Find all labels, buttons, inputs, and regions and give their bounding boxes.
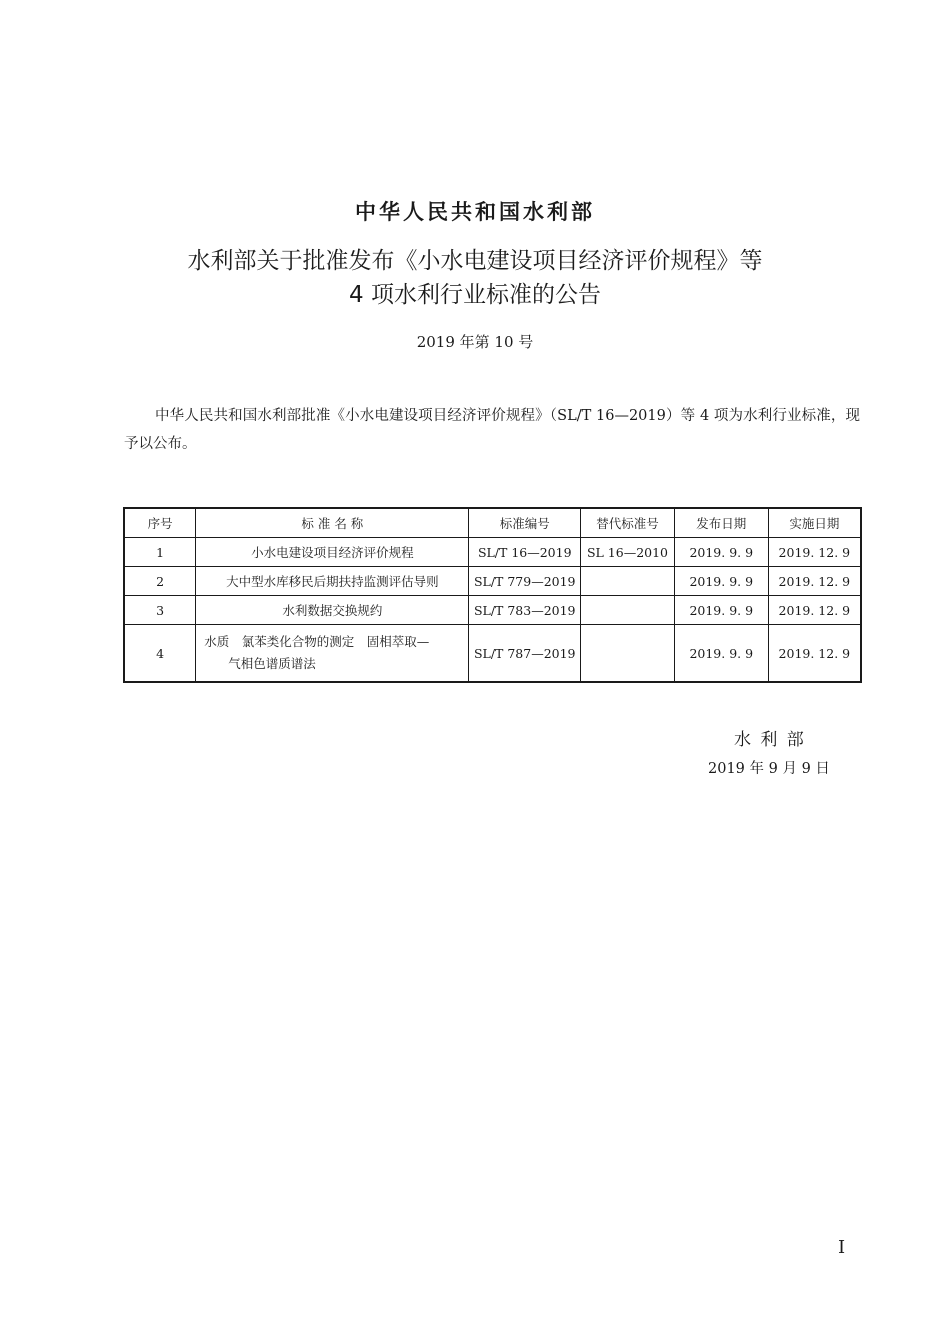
row-effective-date: 2019. 12. 9 [768,538,861,567]
row-replaced-code: SL 16—2010 [581,538,675,567]
row-standard-code: SL/T 783—2019 [469,596,581,625]
announcement-title [0,244,950,312]
row-replaced-code [581,567,675,596]
table-row [124,538,861,567]
row-issue-date: 2019. 9. 9 [674,625,768,683]
row-effective-date: 2019. 12. 9 [768,625,861,683]
signature-date: 2019 年 9 月 9 日 [708,761,830,777]
row-issue-date: 2019. 9. 9 [674,567,768,596]
row-serial: 4 [124,625,196,683]
row-serial: 1 [124,538,196,567]
row-replaced-code [581,625,675,683]
row-standard-name: 小水电建设项目经济评价规程 [196,538,469,567]
title-line-2: 4 项水利行业标准的公告 [349,282,601,308]
header-replaced-code: 替代标准号 [581,508,675,538]
row-standard-name: 水利数据交换规约 [196,596,469,625]
table-header-row [124,508,861,538]
header-serial: 序号 [124,508,196,538]
row-standard-name [196,625,469,683]
row-effective-date: 2019. 12. 9 [768,596,861,625]
announcement-body: 中华人民共和国水利部批准《小水电建设项目经济评价规程》（SL/T 16—2019）等 4 项为水利行业标准，现予以公布。 [124,408,860,452]
row-standard-name-line-2: 气相色谱质谱法 [228,656,316,671]
signature-organization: 水 利 部 [734,730,806,750]
row-issue-date: 2019. 9. 9 [674,596,768,625]
row-standard-code: SL/T 16—2019 [469,538,581,567]
header-standard-name: 标 准 名 称 [196,508,469,538]
row-serial: 2 [124,567,196,596]
row-replaced-code [581,596,675,625]
table-row [124,625,861,683]
row-standard-name-line-1: 水质 氯苯类化合物的测定 固相萃取— [204,634,430,649]
document-number: 2019 年第 10 号 [416,333,534,351]
row-effective-date: 2019. 12. 9 [768,567,861,596]
row-issue-date: 2019. 9. 9 [674,538,768,567]
table-row [124,567,861,596]
row-standard-code: SL/T 779—2019 [469,567,581,596]
standards-table [123,507,862,683]
table-row [124,596,861,625]
header-issue-date: 发布日期 [674,508,768,538]
row-standard-code: SL/T 787—2019 [469,625,581,683]
header-effective-date: 实施日期 [768,508,861,538]
header-standard-code: 标准编号 [469,508,581,538]
page-number: I [838,1237,846,1258]
row-serial: 3 [124,596,196,625]
row-standard-name: 大中型水库移民后期扶持监测评估导则 [196,567,469,596]
issuing-ministry: 中华人民共和国水利部 [355,200,595,224]
title-line-1: 水利部关于批准发布《小水电建设项目经济评价规程》等 [187,248,763,274]
